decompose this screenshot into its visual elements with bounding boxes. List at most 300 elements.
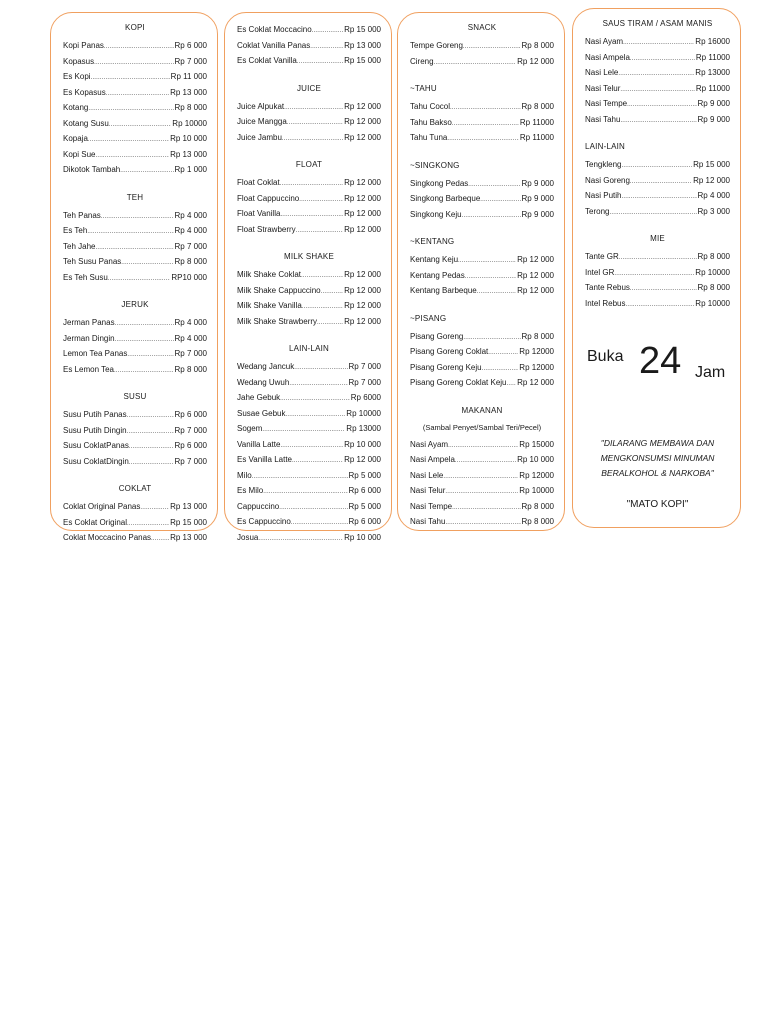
menu-item-price: Rp 12 000 — [344, 224, 381, 234]
menu-item-name: Float Cappuccino — [237, 193, 300, 203]
section-title: SNACK — [467, 23, 497, 32]
leader-dots — [127, 409, 174, 424]
menu-item-name: Es Kopasus — [63, 87, 106, 97]
menu-item — [410, 100, 554, 116]
menu-item-name: Lemon Tea Panas — [63, 349, 128, 358]
menu-item — [237, 176, 381, 192]
menu-item-name: Nasi Lele — [585, 68, 619, 77]
menu-item — [410, 116, 554, 132]
leader-dots — [450, 101, 521, 116]
leader-dots — [312, 24, 343, 39]
menu-item-name: Es Teh — [63, 226, 88, 235]
menu-item — [237, 284, 381, 300]
menu-item — [585, 158, 730, 174]
menu-item — [410, 330, 554, 346]
leader-dots — [445, 516, 520, 531]
leader-dots — [468, 178, 520, 193]
menu-item — [237, 469, 381, 485]
leader-dots — [104, 40, 174, 55]
menu-item-price: Rp 11000 — [695, 83, 730, 93]
notice-line: MENGKONSUMSI MINUMAN — [600, 453, 715, 463]
menu-item-name: Float Vanilla — [237, 209, 281, 218]
leader-dots — [127, 348, 173, 363]
menu-item — [63, 255, 207, 271]
menu-item — [63, 316, 207, 332]
menu-section — [410, 314, 554, 392]
menu-item-price: Rp 10000 — [695, 298, 730, 308]
menu-item — [585, 66, 730, 82]
menu-item-price: Rp 13 000 — [170, 533, 207, 542]
menu-panel-3 — [397, 12, 565, 531]
leader-dots — [88, 133, 169, 148]
leader-dots — [296, 224, 343, 239]
menu-item-price: Rp 12 000 — [693, 175, 730, 185]
section-subtitle: (Sambal Penyet/Sambal Teri/Pecel) — [422, 422, 542, 432]
brand-name: "MATO KOPI" — [626, 499, 689, 510]
leader-dots — [301, 269, 343, 284]
menu-item-price: Rp 9 000 — [521, 178, 554, 188]
leader-dots — [114, 364, 174, 379]
menu-item-price: Rp 8 000 — [521, 102, 554, 111]
leader-dots — [129, 456, 174, 471]
menu-item-name: Vanilla Latte — [237, 439, 281, 449]
menu-item — [63, 240, 207, 256]
leader-dots — [462, 209, 521, 224]
leader-dots — [609, 206, 696, 221]
menu-item-name: Wedang Uwuh — [237, 377, 290, 387]
menu-item — [63, 516, 207, 532]
menu-item-name: Nasi Telur — [410, 486, 446, 495]
menu-item-price: RP10 000 — [171, 272, 207, 282]
menu-item-name: Kopi Sue — [63, 149, 96, 159]
menu-section — [63, 484, 207, 547]
section-title: LAIN-LAIN — [288, 344, 330, 353]
menu-section — [63, 193, 207, 287]
menu-item-price: Rp 15 000 — [344, 56, 381, 65]
menu-item — [410, 131, 554, 147]
menu-item — [63, 531, 207, 547]
menu-item — [63, 332, 207, 348]
leader-dots — [452, 501, 520, 516]
menu-section — [237, 344, 381, 546]
menu-item-name: Pisang Goreng — [410, 331, 464, 341]
menu-item — [63, 455, 207, 471]
menu-item — [410, 39, 554, 55]
menu-item-name: Dikotok Tambah — [63, 165, 121, 174]
menu-item — [410, 361, 554, 377]
menu-item-price: Rp 10000 — [519, 486, 554, 495]
menu-item-price: Rp 4 000 — [174, 318, 207, 327]
menu-item-price: Rp 4 000 — [174, 210, 207, 220]
menu-item-name: Intel Rebus — [585, 298, 626, 308]
menu-item — [585, 82, 730, 98]
leader-dots — [434, 56, 517, 71]
notice-line: "DILARANG MEMBAWA DAN — [600, 438, 715, 448]
menu-item-price: Rp 13 000 — [344, 40, 381, 50]
menu-item-name: Es Teh Susu — [63, 272, 108, 282]
leader-dots — [287, 116, 343, 131]
leader-dots — [280, 392, 350, 407]
section-title: FLOAT — [295, 160, 323, 169]
menu-item-price: Rp 8 000 — [697, 283, 730, 292]
leader-dots — [448, 439, 518, 454]
leader-dots — [465, 270, 516, 285]
leader-dots — [630, 282, 697, 297]
menu-item — [410, 438, 554, 454]
menu-section — [410, 84, 554, 147]
leader-dots — [120, 164, 173, 179]
menu-item-price: Rp 7 000 — [348, 377, 381, 387]
menu-item-price: Rp 10000 — [346, 408, 381, 418]
menu-item — [585, 35, 730, 51]
menu-item-name: Nasi Tempe — [410, 501, 453, 511]
menu-item-price: Rp 7 000 — [174, 56, 207, 66]
menu-item-name: Es Lemon Tea — [63, 364, 114, 374]
leader-dots — [95, 149, 169, 164]
menu-item — [63, 424, 207, 440]
menu-item-price: Rp 15 000 — [344, 25, 381, 34]
menu-item-price: Rp 6000 — [350, 393, 381, 402]
section-title: SUSU — [123, 392, 147, 401]
menu-item-price: Rp 7 000 — [174, 456, 207, 466]
menu-item-name: Susae Gebuk — [237, 408, 286, 418]
menu-item — [410, 208, 554, 224]
menu-item — [237, 223, 381, 239]
hours-number: 24 — [639, 340, 682, 382]
menu-item-price: Rp 12 000 — [517, 56, 554, 66]
menu-item-price: Rp 6 000 — [348, 517, 381, 526]
leader-dots — [94, 56, 173, 71]
menu-item-price: Rp 8 000 — [174, 364, 207, 374]
menu-item-name: Tante GR — [585, 252, 619, 261]
menu-item-name: Tempe Goreng — [410, 41, 463, 50]
menu-item-price: Rp 15 000 — [170, 517, 207, 527]
menu-item-name: Juice Alpukat — [237, 101, 285, 111]
leader-dots — [480, 193, 520, 208]
leader-dots — [258, 532, 343, 547]
menu-item-price: Rp 12 000 — [344, 193, 381, 203]
leader-dots — [621, 159, 692, 174]
menu-item-name: Kopaja — [63, 134, 88, 143]
menu-section — [585, 142, 730, 220]
leader-dots — [627, 98, 696, 113]
menu-item-name: Intel GR — [585, 267, 615, 277]
section-title: JUICE — [296, 83, 322, 93]
section-title: MILK SHAKE — [283, 252, 334, 261]
menu-item-name: Juice Mangga — [237, 117, 287, 126]
menu-item-name: Kotang — [63, 103, 89, 112]
menu-item-name: Es Kopi — [63, 72, 91, 81]
menu-item-price: Rp 13 000 — [170, 87, 207, 97]
menu-item — [585, 281, 730, 297]
menu-item-price: Rp 4 000 — [697, 191, 730, 200]
menu-item-name: Jerman Dingin — [63, 333, 115, 343]
section-title: MAKANAN — [461, 405, 503, 415]
leader-dots — [620, 83, 694, 98]
menu-item-name: Cireng — [410, 56, 434, 66]
menu-item — [410, 469, 554, 485]
menu-item-name: Pisang Goreng Keju — [410, 362, 482, 372]
menu-section — [410, 406, 554, 531]
menu-item-price: Rp 11 000 — [170, 72, 207, 81]
menu-item — [237, 115, 381, 131]
menu-item — [585, 205, 730, 221]
menu-item-name: Jerman Panas — [63, 318, 115, 327]
leader-dots — [280, 208, 343, 223]
leader-dots — [625, 298, 694, 313]
menu-item-price: Rp 13000 — [346, 424, 381, 433]
leader-dots — [129, 440, 174, 455]
menu-item-name: Nasi Goreng — [585, 175, 630, 185]
menu-item-name: Kotang Susu — [63, 118, 109, 128]
menu-item-name: Coklat Vanilla Panas — [237, 40, 311, 50]
menu-item-price: Rp 10000 — [695, 267, 730, 277]
menu-item — [585, 189, 730, 205]
menu-section — [237, 252, 381, 330]
menu-item — [237, 299, 381, 315]
menu-item-price: Rp 12 000 — [344, 316, 381, 326]
menu-item-name: Nasi Tahu — [585, 114, 621, 124]
menu-item — [63, 148, 207, 164]
menu-item-price: Rp 12 000 — [344, 285, 381, 295]
menu-item-price: Rp 13000 — [695, 68, 730, 77]
leader-dots — [477, 285, 516, 300]
menu-item-price: Rp 10 000 — [344, 439, 381, 449]
menu-item-price: Rp 6 000 — [174, 441, 207, 450]
menu-item-price: Rp 8 000 — [521, 501, 554, 511]
leader-dots — [488, 346, 518, 361]
menu-section — [63, 392, 207, 470]
menu-item-name: Nasi Tahu — [410, 517, 446, 526]
leader-dots — [620, 114, 696, 129]
menu-item — [585, 297, 730, 313]
menu-item-name: Teh Susu Panas — [63, 257, 122, 266]
menu-item-name: Susu Putih Dingin — [63, 425, 127, 435]
menu-item-price: Rp 15000 — [519, 439, 554, 449]
menu-item — [237, 391, 381, 407]
menu-item-price: Rp 12 000 — [344, 132, 381, 142]
notice-line: BERALKOHOL & NARKOBA" — [601, 468, 714, 478]
menu-item-name: Wedang Jancuk — [237, 362, 295, 371]
leader-dots — [299, 193, 343, 208]
menu-item-name: Nasi Telur — [585, 83, 621, 93]
menu-item-name: Kentang Barbeque — [410, 286, 477, 295]
menu-item-name: Es Cappuccino — [237, 517, 291, 526]
menu-item-name: Kopasus — [63, 56, 95, 66]
menu-item-name: Es Coklat Moccacino — [237, 25, 312, 34]
menu-item-price: Rp 8 000 — [697, 252, 730, 261]
menu-item — [585, 174, 730, 190]
leader-dots — [88, 102, 173, 117]
menu-section — [63, 23, 207, 179]
menu-item — [585, 51, 730, 67]
leader-dots — [317, 316, 343, 331]
menu-item-name: Nasi Putih — [585, 191, 622, 200]
menu-item-price: Rp 13 000 — [170, 502, 207, 511]
menu-item-name: Milk Shake Coklat — [237, 270, 302, 279]
menu-item — [237, 131, 381, 147]
menu-item — [63, 55, 207, 71]
menu-item-name: Pisang Goreng Coklat Keju — [410, 378, 507, 387]
menu-item-name: Singkong Pedas — [410, 178, 469, 188]
menu-section — [237, 23, 381, 70]
menu-item-price: Rp 8 000 — [174, 257, 207, 266]
menu-item — [410, 177, 554, 193]
menu-item-name: Es Coklat Vanilla — [237, 56, 297, 65]
menu-item-price: Rp 8 000 — [521, 517, 554, 526]
menu-item-name: Kentang Pedas — [410, 270, 465, 280]
menu-item-price: Rp 8 000 — [521, 331, 554, 341]
menu-item-name: Es Milo — [237, 486, 264, 495]
menu-item — [63, 101, 207, 117]
section-title: ~SINGKONG — [410, 160, 460, 170]
menu-item-name: Milk Shake Cappuccino — [237, 285, 321, 295]
menu-item-name: Cappuccino — [237, 501, 280, 511]
menu-item-name: Kopi Panas — [63, 41, 104, 50]
menu-item-price: Rp 10 000 — [170, 134, 207, 143]
menu-item — [63, 271, 207, 287]
jam-label: Jam — [695, 364, 726, 381]
menu-item-name: Tahu Cocol — [410, 102, 451, 111]
leader-dots — [621, 190, 696, 205]
section-title: MIE — [650, 234, 665, 243]
menu-item — [237, 100, 381, 116]
leader-dots — [95, 241, 173, 256]
menu-item-price: Rp 8 000 — [521, 41, 554, 50]
menu-item-name: Singkong Keju — [410, 209, 462, 219]
menu-item — [410, 376, 554, 392]
menu-item-name: Singkong Barbeque — [410, 194, 481, 203]
leader-dots — [623, 36, 694, 51]
menu-item — [63, 132, 207, 148]
menu-section — [410, 161, 554, 224]
menu-item — [63, 70, 207, 86]
menu-item-name: Float Coklat — [237, 178, 280, 187]
leader-dots — [630, 52, 695, 67]
section-title: SAUS TIRAM / ASAM MANIS — [602, 19, 713, 28]
menu-item-price: Rp 12 000 — [344, 209, 381, 218]
menu-item-price: Rp 10 000 — [344, 532, 381, 542]
leader-dots — [614, 267, 694, 282]
leader-dots — [507, 377, 517, 392]
menu-item — [237, 500, 381, 516]
panel-4-sections — [585, 19, 730, 312]
menu-item-name: Teh Jahe — [63, 241, 96, 251]
menu-item — [237, 268, 381, 284]
leader-dots — [127, 517, 169, 532]
section-title: LAIN-LAIN — [585, 142, 626, 151]
leader-dots — [106, 87, 169, 102]
leader-dots — [285, 408, 345, 423]
leader-dots — [458, 254, 516, 269]
menu-item-name: Es Vanilla Latte — [237, 455, 292, 464]
menu-item-name: Teh Panas — [63, 210, 101, 220]
menu-item — [63, 117, 207, 133]
menu-item-name: Susu Putih Panas — [63, 410, 127, 419]
menu-item-name: Juice Jambu — [237, 132, 282, 142]
menu-item-price: Rp 15 000 — [693, 160, 730, 169]
leader-dots — [284, 101, 343, 116]
menu-item — [63, 408, 207, 424]
menu-item — [63, 347, 207, 363]
menu-item — [237, 39, 381, 55]
menu-item-price: Rp 5 000 — [348, 470, 381, 480]
menu-item-name: Nasi Ayam — [410, 439, 449, 449]
menu-item-price: Rp 10 000 — [517, 455, 554, 464]
menu-item — [237, 192, 381, 208]
leader-dots — [463, 40, 521, 55]
leader-dots — [263, 485, 347, 500]
menu-section — [585, 19, 730, 128]
menu-item — [237, 54, 381, 70]
menu-item-name: Coklat Original Panas — [63, 502, 141, 511]
menu-item-name: Tengkleng — [585, 160, 622, 169]
menu-item-price: Rp 12 000 — [344, 178, 381, 187]
menu-item — [63, 224, 207, 240]
menu-item-price: Rp 9 000 — [521, 194, 554, 203]
menu-item-price: Rp 13 000 — [170, 149, 207, 159]
section-title: ~PISANG — [410, 313, 447, 323]
menu-item — [237, 23, 381, 39]
menu-item-price: Rp 12 000 — [517, 255, 554, 264]
menu-item-name: Tante Rebus — [585, 283, 630, 292]
leader-dots — [127, 425, 174, 440]
menu-item-price: Rp 16000 — [695, 37, 730, 46]
menu-item — [63, 500, 207, 516]
menu-item — [585, 97, 730, 113]
menu-panel-1 — [50, 12, 218, 542]
menu-item — [237, 515, 381, 531]
menu-item-name: Milk Shake Strawberry — [237, 316, 318, 326]
section-title: ~KENTANG — [410, 237, 455, 246]
menu-item-price: Rp 4 000 — [174, 226, 207, 235]
menu-item-price: Rp 5 000 — [348, 501, 381, 511]
menu-item-price: Rp 7 000 — [174, 349, 207, 358]
menu-item — [410, 500, 554, 516]
leader-dots — [262, 423, 345, 438]
leader-dots — [282, 132, 343, 147]
menu-item-name: Susu CoklatDingin — [63, 456, 129, 466]
menu-item-name: Terong — [585, 206, 610, 216]
menu-item-price: Rp 12 000 — [517, 378, 554, 387]
menu-item — [237, 376, 381, 392]
menu-item-name: Sogem — [237, 424, 263, 433]
menu-item — [410, 55, 554, 71]
buka-label: Buka — [587, 348, 624, 365]
leader-dots — [463, 331, 520, 346]
menu-item — [237, 438, 381, 454]
menu-item — [410, 269, 554, 285]
menu-item — [237, 315, 381, 331]
menu-item-price: Rp 11000 — [519, 117, 554, 127]
leader-dots — [455, 454, 516, 469]
leader-dots — [280, 439, 343, 454]
menu-item-name: Josua — [237, 532, 259, 542]
menu-item-price: Rp 12 000 — [344, 101, 381, 111]
leader-dots — [619, 251, 697, 266]
menu-item-name: Kentang Keju — [410, 255, 459, 264]
section-title: COKLAT — [118, 484, 152, 493]
menu-item — [63, 209, 207, 225]
menu-item-price: Rp 4 000 — [174, 333, 207, 343]
menu-item-price: Rp 7 000 — [174, 425, 207, 435]
menu-item-name: Susu CoklatPanas — [63, 441, 129, 450]
menu-item-price: Rp 10000 — [172, 118, 207, 128]
leader-dots — [108, 272, 171, 287]
menu-section — [410, 23, 554, 70]
menu-item — [237, 484, 381, 500]
menu-item-name: Milk Shake Vanilla — [237, 301, 302, 310]
